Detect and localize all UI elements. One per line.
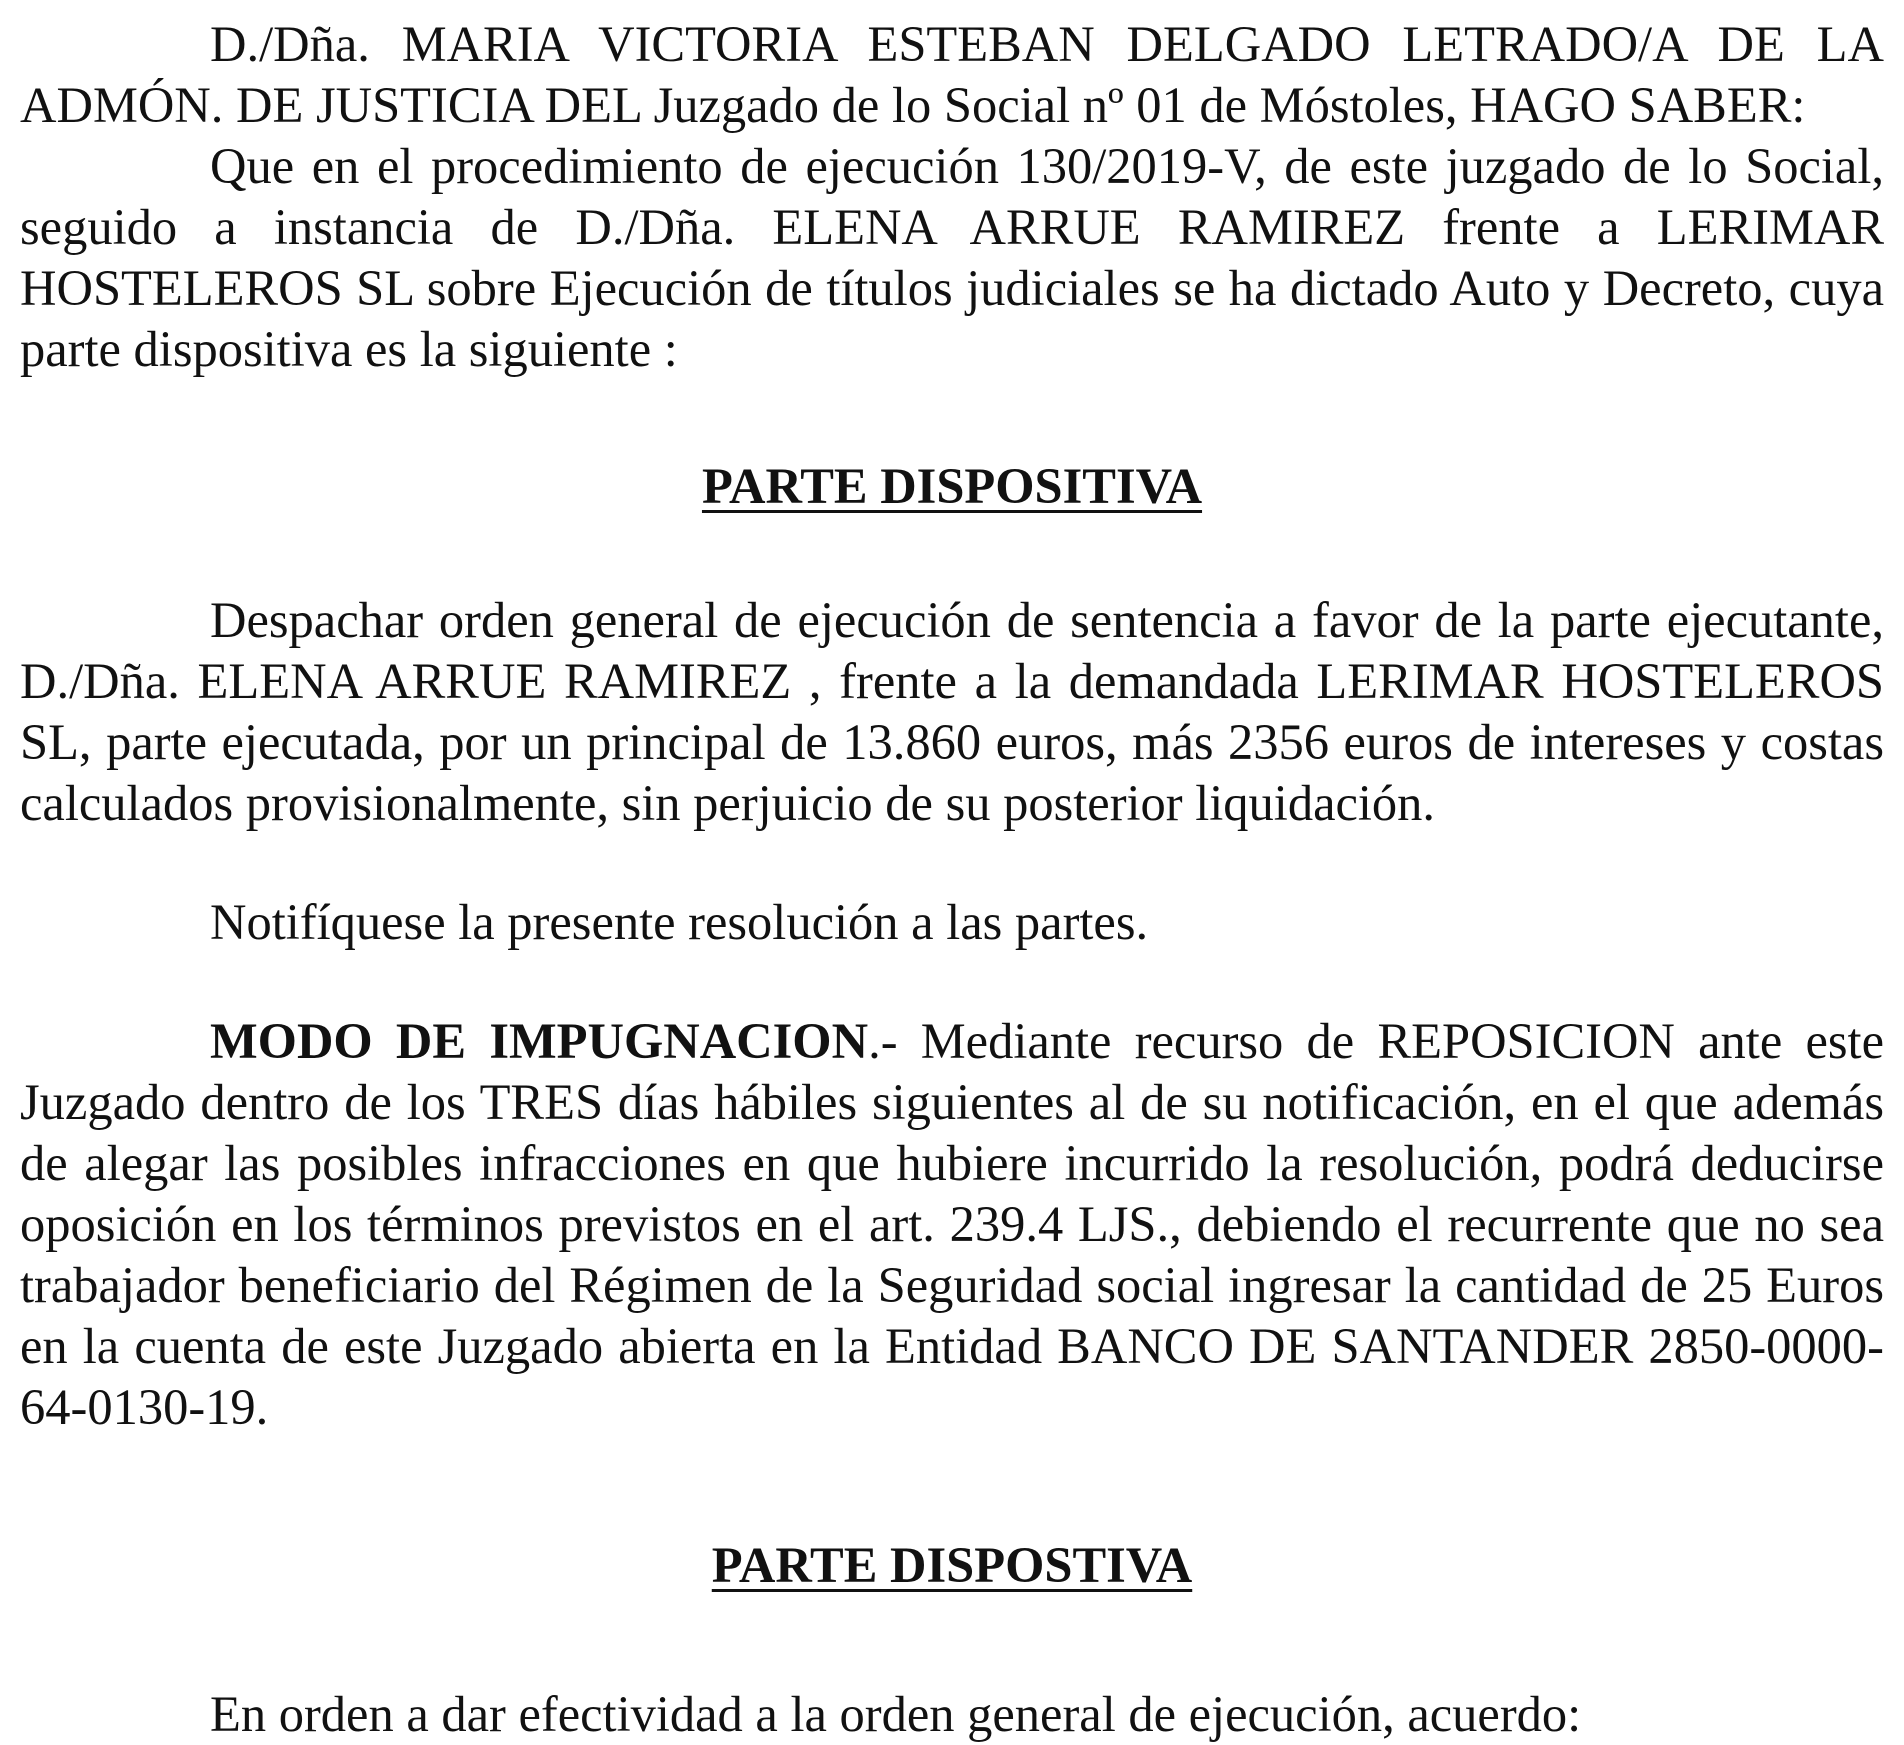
intro-paragraph: D./Dña. MARIA VICTORIA ESTEBAN DELGADO LETRADO/A DE LA ADMÓN. DE JUSTICIA DEL Juzgado de lo Social nº 01 de Móstoles, HAGO SABER:: [20, 16, 1884, 133]
spacer: [20, 380, 1884, 456]
spacer: [20, 517, 1884, 590]
section-heading-parte-dispostiva: PARTE DISPOSTIVA: [711, 1537, 1193, 1593]
impugnacion-label: MODO DE IMPUGNACION: [210, 1013, 869, 1069]
impugnacion-paragraph: [20, 1011, 1884, 1438]
orden-paragraph: En orden a dar efectividad a la orden general de ejecución, acuerdo:: [210, 1686, 1582, 1742]
spacer: [20, 1596, 1884, 1684]
section-heading-parte-dispositiva: PARTE DISPOSITIVA: [701, 458, 1203, 514]
document-page: [20, 14, 1884, 1745]
spacer: [20, 1438, 1884, 1535]
impugnacion-text: .- Mediante recurso de REPOSICION ante este Juzgado dentro de los TRES días hábiles siguientes al de su notificación, en el que además de alegar las posibles infracciones en que hubiere incurrido la resolución, podrá deducirse oposición en los términos previstos en el art. 239.4 LJS., debiendo el recurrente que no sea trabajador beneficiario del Régimen de la Seguridad social ingresar la cantidad de 25 Euros en la cuenta de este Juzgado abierta en la Entidad BANCO DE SANTANDER 2850-0000-64-0130-19.: [20, 1013, 1884, 1435]
despachar-paragraph: Despachar orden general de ejecución de sentencia a favor de la parte ejecutante, D./Dña. ELENA ARRUE RAMIREZ , frente a la demandada LERIMAR HOSTELEROS SL, parte ejecutada, por un principal de 13.860 euros, más 2356 euros de intereses y costas calculados provisionalmente, sin perjuicio de su posterior liquidación.: [20, 592, 1884, 831]
notifiquese-paragraph: Notifíquese la presente resolución a las partes.: [210, 894, 1149, 950]
spacer: [20, 953, 1884, 1011]
spacer: [20, 834, 1884, 892]
procedure-paragraph: Que en el procedimiento de ejecución 130/2019-V, de este juzgado de lo Social, seguido a instancia de D./Dña. ELENA ARRUE RAMIREZ frente a LERIMAR HOSTELEROS SL sobre Ejecución de títulos judiciales se ha dictado Auto y Decreto, cuya parte dispositiva es la siguiente :: [20, 138, 1884, 377]
